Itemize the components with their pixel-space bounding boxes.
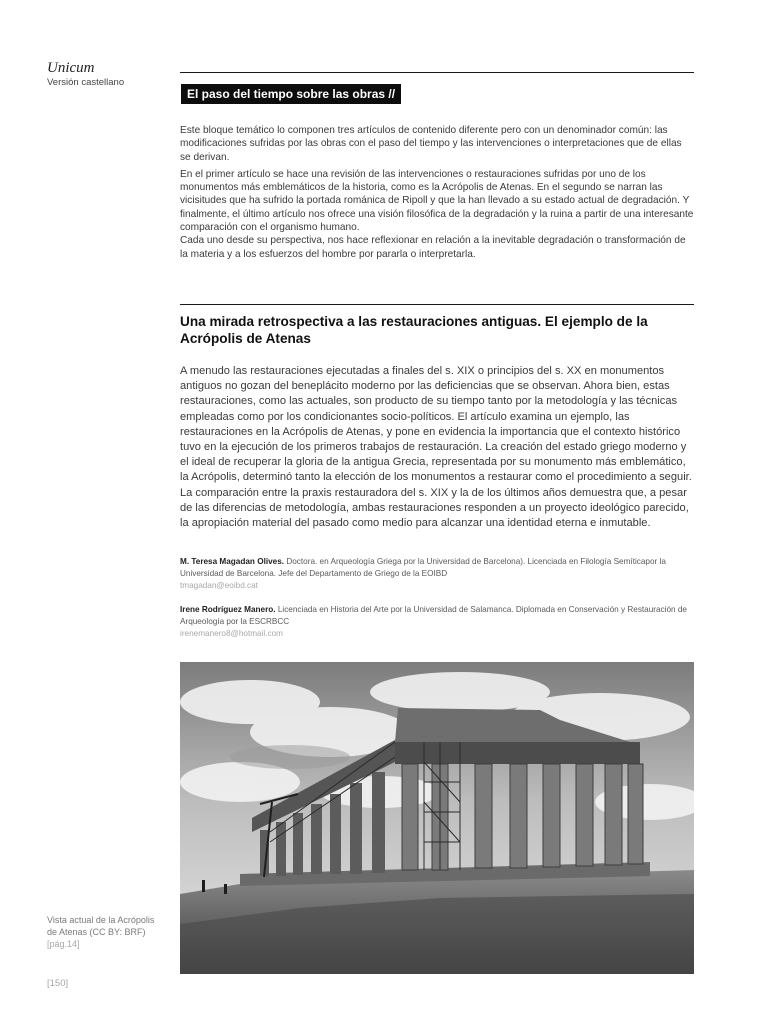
caption-text: Vista actual de la Acrópolis de Atenas (CC BY: BRF)	[47, 915, 155, 937]
intro-paragraph: En el primer artículo se hace una revisión de las intervenciones o restauraciones sufridas por uno de los monumentos más emblemáticos de la historia, como es la Acrópolis de Atenas. En el segundo se narran las vicisitudes que ha sufrido la portada románica de Ripoll y que la han llevado a su estado actual de degradación. Y finalmente, el último artículo nos ofrece una visión filosófica de la degradación y la ruina a partir de una interesante comparación con el organismo humano.	[180, 168, 694, 234]
author-name: M. Teresa Magadan Olives.	[180, 557, 285, 566]
article-abstract: A menudo las restauraciones ejecutadas a finales del s. XIX o principios del s. XX en monumentos antiguos no gozan del beneplácito moderno por las deficiencias que se observan. Ahora bien, estas restauraciones, como las actuales, son producto de su tiempo tanto por la metodología y las técnicas empleadas como por los condicionantes socio-políticos. El artículo examina un ejemplo, las restauraciones en la Acrópolis de Atenas, y pone en evidencia la importancia que el contexto histórico tuvo en la ejecución de los primeros trabajos de restauración. La creación del estado griego moderno y el ideal de recuperar la gloria de la antigua Grecia, representada por su monumento más emblemático, la Acrópolis, determinó tanto la elección de los monumentos a restaurar como el procedimiento a seguir. La comparación entre la praxis restauradora del s. XIX y la de los últimos años demuestra que, a pesar de las diferencias de metodología, ambas restauraciones responden a un proyecto ideológico parecido, la apropiación material del pasado como medio para alcanzar una identidad eterna e inmutable.	[180, 365, 692, 530]
page-number: [150]	[47, 978, 69, 989]
intro-paragraph: Cada uno desde su perspectiva, nos hace reflexionar en relación a la inevitable degradación o transformación de la materia y a los esfuerzos del hombre por pararla o interpretarla.	[180, 235, 686, 260]
intro-paragraph: Este bloque temático lo componen tres artículos de contenido diferente pero con un denominador común: las modificaciones sufridas por las obras con el paso del tiempo y las intervenciones o interpretaciones que de ellas se derivan.	[180, 125, 682, 163]
parthenon-photo	[180, 662, 694, 974]
article-rule	[180, 304, 694, 305]
author-bio: Doctora. en Arqueología Griega por la Universidad de Barcelona). Licenciada en Filología Semíticapor la Universidad de Barcelona. Jefe del Departamento de Griego de la EOIBD	[180, 557, 666, 579]
author-block	[180, 556, 694, 593]
author-email[interactable]: irenemanero8@hotmail.com	[180, 629, 283, 639]
caption-page-ref: [pág.14]	[47, 939, 80, 949]
author-bio: Licenciada en Historia del Arte por la Universidad de Salamanca. Diplomada en Conservación y Restauración de Arqueología por la ESCRBCC	[180, 605, 687, 627]
article-title: Una mirada retrospectiva a las restauraciones antiguas. El ejemplo de la Acrópolis de Atenas	[180, 314, 648, 346]
author-block	[180, 604, 694, 641]
journal-title: Unicum	[47, 60, 95, 76]
author-email[interactable]: tmagadan@eoibd.cat	[180, 581, 258, 591]
language-version: Versión castellano	[47, 77, 125, 88]
author-name: Irene Rodríguez Manero.	[180, 605, 276, 614]
section-intro	[180, 124, 694, 265]
figure-caption	[47, 914, 165, 950]
top-rule	[180, 72, 694, 73]
section-title: El paso del tiempo sobre las obras //	[181, 84, 401, 104]
